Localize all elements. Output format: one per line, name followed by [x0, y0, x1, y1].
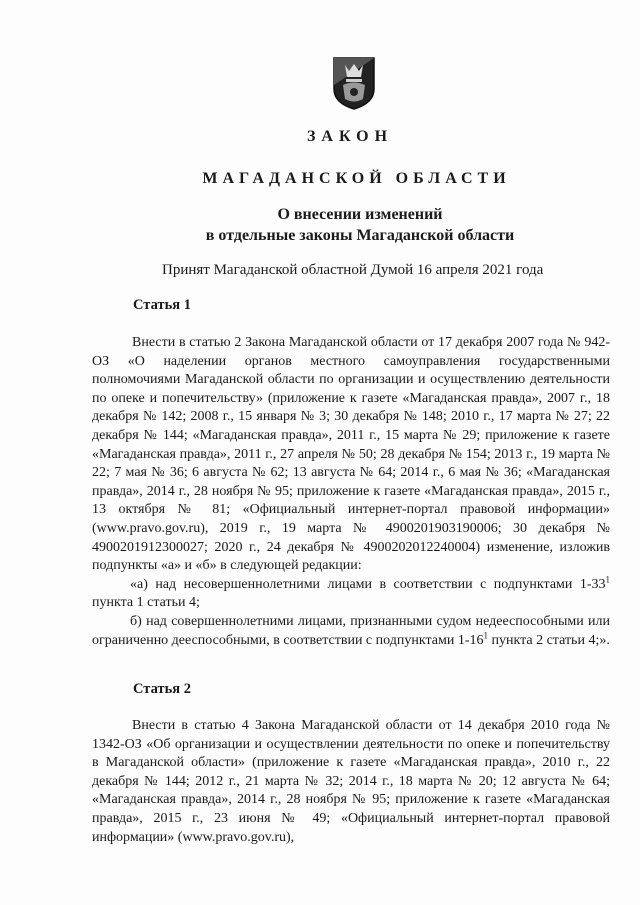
article-1-item-b	[92, 613, 610, 650]
adoption-line: Принят Магаданской областной Думой 16 апреля 2021 года	[162, 262, 544, 278]
region-title: МАГАДАНСКОЙ ОБЛАСТИ	[202, 170, 511, 187]
item-b-superscript: 1	[483, 629, 488, 640]
article-1-body	[92, 334, 610, 650]
article-1-paragraph	[92, 334, 610, 576]
subtitle-line-2: в отдельные законы Магаданской области	[205, 227, 515, 244]
coat-of-arms-icon	[331, 55, 377, 111]
item-a-superscript: 1	[605, 574, 610, 585]
item-a-tail: пункта 1 статьи 4;	[92, 595, 200, 611]
item-b-text: б) над совершеннолетними лицами, признанными судом недееспособными или ограниченно дееспособными, в соответствии с подпунктами 1-16	[92, 613, 610, 648]
article-2-paragraph	[92, 717, 610, 847]
law-title: ЗАКОН	[306, 128, 394, 145]
article-1-item-a	[92, 576, 610, 613]
item-b-tail: пункта 2 статьи 4;».	[487, 632, 610, 648]
law-subtitle	[0, 204, 640, 246]
article-1-text: Внести в статью 2 Закона Магаданской области от 17 декабря 2007 года № 942-ОЗ «О наделении органов местного самоуправления государственными полномочиями Магаданской области по организации и осуществлению деятельности по опеке и попечительству» (приложение к газете «Магаданская правда», 2007 г., 18 декабря № 142; 2008 г., 15 января № 3; 30 декабря № 148; 2010 г., 17 марта № 27; 22 декабря № 144; «Магаданская правда», 2011 г., 15 марта № 29; приложение к газете «Магаданская правда», 2011 г., 27 апреля № 50; 28 декабря № 154; 2013 г., 19 марта № 22; 7 мая № 36; 6 августа № 62; 13 августа № 64; 2014 г., 6 мая № 36; «Магаданская правда», 2014 г., 28 ноября № 95; приложение к газете «Магаданская правда», 2015 г., 13 октября № 81; «Официальный интернет-портал правовой информации» (www.pravo.gov.ru), 2019 г., 19 марта № 4900201903190006; 30 декабря № 4900201912300027; 2020 г., 24 декабря № 4900202012240004) изменение, изложив подпункты «а» и «б» в следующей редакции:	[92, 335, 610, 574]
article-2-body	[92, 717, 610, 847]
item-a-text: «а) над несовершеннолетними лицами в соответствии с подпунктами 1-33	[130, 576, 606, 592]
subtitle-line-1: О внесении изменений	[277, 206, 443, 223]
article-1-heading: Статья 1	[133, 297, 191, 313]
article-2-heading: Статья 2	[133, 681, 191, 697]
article-2-text: Внести в статью 4 Закона Магаданской области от 14 декабря 2010 года № 1342-ОЗ «Об организации и осуществлении деятельности по опеке и попечительству в Магаданской области» (приложение к газете «Магаданская правда», 2010 г., 22 декабря № 144; 2012 г., 21 марта № 32; 2014 г., 18 марта № 20; 12 августа № 64; «Магаданская правда», 2014 г., 28 ноября № 95; приложение к газете «Магаданская правда», 2015 г., 23 июня № 49; «Официальный интернет-портал правовой информации» (www.pravo.gov.ru),	[92, 718, 610, 845]
